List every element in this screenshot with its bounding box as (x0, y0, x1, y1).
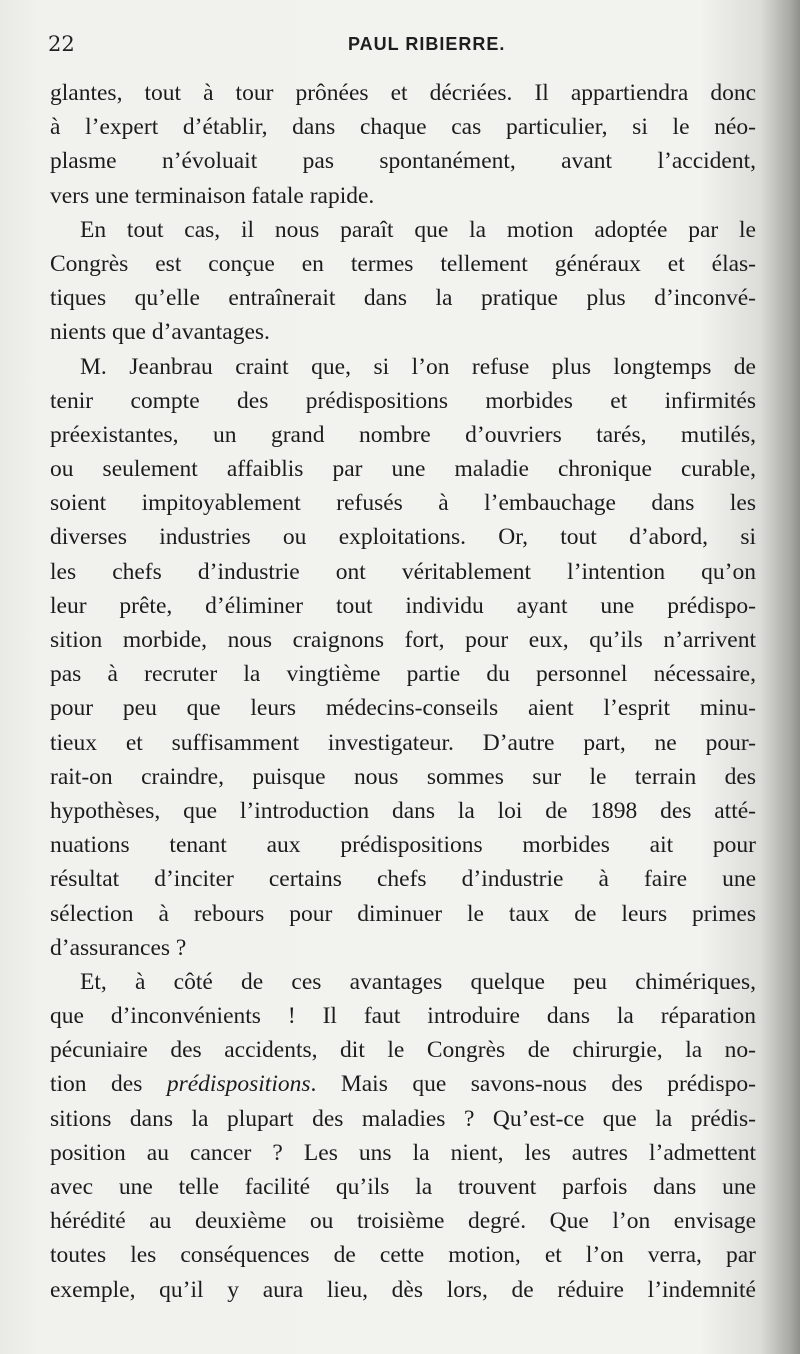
text-line: Et, à côté de ces avantages quelque peu chimériques, (80, 968, 756, 995)
page-number: 22 (48, 32, 75, 56)
text-line: leur prête, d’éliminer tout individu ayant une prédispo- (50, 592, 756, 619)
text-line: Congrès est conçue en termes tellement généraux et élas- (50, 250, 756, 277)
text-line: les chefs d’industrie ont véritablement l’intention qu’on (50, 558, 756, 585)
text-line: toutes les conséquences de cette motion, et l’on verra, par (50, 1242, 756, 1269)
text-line: nients que d’avantages. (50, 319, 270, 346)
text-line: sélection à rebours pour diminuer le taux de leurs primes (50, 900, 756, 927)
text-line: position au cancer ? Les uns la nient, les autres l’admettent (50, 1139, 756, 1166)
text-line: que d’inconvénients ! Il faut introduire dans la réparation (50, 1003, 756, 1030)
text-line: tieux et suffisamment investigateur. D’autre part, ne pour- (50, 729, 756, 756)
text-line: plasme n’évoluait pas spontanément, avant l’accident, (50, 148, 756, 175)
text-line (50, 1067, 756, 1101)
text-line: pour peu que leurs médecins-conseils aient l’esprit minu- (50, 695, 756, 722)
running-head (48, 32, 758, 62)
text-line: hérédité au deuxième ou troisième degré. Que l’on envisage (50, 1208, 756, 1235)
body-text (50, 76, 756, 1307)
text-line: rait-on craindre, puisque nous sommes sur le terrain des (50, 763, 756, 790)
text-segment: . Mais que savons-nous des prédispo- (310, 1071, 756, 1098)
text-line: soient impitoyablement refusés à l’embauchage dans les (50, 490, 756, 517)
text-line: hypothèses, que l’introduction dans la loi de 1898 des atté- (50, 797, 756, 824)
text-segment: tion des (50, 1071, 167, 1098)
text-line: M. Jeanbrau craint que, si l’on refuse plus longtemps de (80, 353, 756, 380)
text-line: pécuniaire des accidents, dit le Congrès de chirurgie, la no- (50, 1037, 756, 1064)
text-line: résultat d’inciter certains chefs d’industrie à faire une (50, 866, 756, 893)
text-line: préexistantes, un grand nombre d’ouvriers tarés, mutilés, (50, 421, 756, 448)
text-line: ou seulement affaiblis par une maladie chronique curable, (50, 456, 756, 483)
text-line: pas à recruter la vingtième partie du personnel nécessaire, (50, 661, 756, 688)
text-line: glantes, tout à tour prônées et décriées. Il appartiendra donc (50, 80, 756, 106)
text-line: sitions dans la plupart des maladies ? Qu’est-ce que la prédis- (50, 1105, 756, 1132)
italic-term: prédispositions (166, 1071, 311, 1098)
text-line: nuations tenant aux prédispositions morbides ait pour (50, 832, 756, 859)
text-line: tiques qu’elle entraînerait dans la pratique plus d’inconvé- (50, 285, 756, 312)
text-line: En tout cas, il nous paraît que la motion adoptée par le (80, 216, 756, 243)
text-line: d’assurances ? (50, 934, 187, 961)
text-line: vers une terminaison fatale rapide. (50, 182, 375, 209)
running-title: PAUL RIBIERRE. (348, 34, 506, 54)
text-line: à l’expert d’établir, dans chaque cas particulier, si le néo- (50, 114, 756, 141)
text-line: diverses industries ou exploitations. Or, tout d’abord, si (50, 524, 756, 551)
text-line: sition morbide, nous craignons fort, pour eux, qu’ils n’arrivent (50, 627, 756, 653)
text-line: avec une telle facilité qu’ils la trouvent parfois dans une (50, 1174, 756, 1200)
text-line: tenir compte des prédispositions morbides et infirmités (50, 387, 756, 414)
text-line: exemple, qu’il y aura lieu, dès lors, de réduire l’indemnité (50, 1276, 756, 1303)
